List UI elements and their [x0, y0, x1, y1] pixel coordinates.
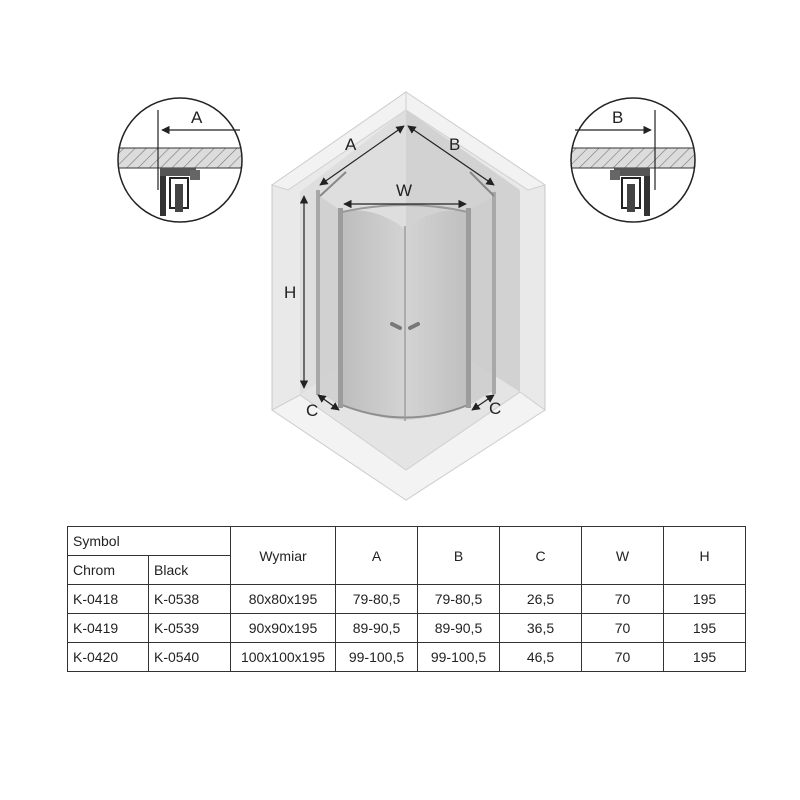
cell-w: 70	[582, 585, 664, 614]
header-c: C	[500, 527, 582, 585]
header-b: B	[418, 527, 500, 585]
cell-chrom: K-0419	[68, 614, 149, 643]
cell-c: 26,5	[500, 585, 582, 614]
header-chrom: Chrom	[68, 556, 149, 585]
cell-h: 195	[664, 643, 746, 672]
header-wymiar: Wymiar	[231, 527, 336, 585]
detail-left-label: A	[191, 108, 203, 127]
table-row	[68, 643, 746, 672]
label-a: A	[345, 135, 357, 154]
header-a: A	[336, 527, 418, 585]
cell-h: 195	[664, 614, 746, 643]
header-symbol: Symbol	[68, 527, 231, 556]
cell-black: K-0539	[149, 614, 231, 643]
label-w: W	[396, 181, 413, 200]
cell-chrom: K-0420	[68, 643, 149, 672]
cell-b: 99-100,5	[418, 643, 500, 672]
cell-black: K-0540	[149, 643, 231, 672]
cell-a: 99-100,5	[336, 643, 418, 672]
header-h: H	[664, 527, 746, 585]
cell-c: 46,5	[500, 643, 582, 672]
cell-chrom: K-0418	[68, 585, 149, 614]
cell-a: 79-80,5	[336, 585, 418, 614]
cell-a: 89-90,5	[336, 614, 418, 643]
cell-wymiar: 80x80x195	[231, 585, 336, 614]
table-row	[68, 614, 746, 643]
label-b: B	[449, 135, 461, 154]
cell-w: 70	[582, 614, 664, 643]
detail-right-label: B	[612, 108, 624, 127]
label-h: H	[284, 283, 297, 302]
label-c-right: C	[489, 399, 502, 418]
table-row	[68, 585, 746, 614]
cell-w: 70	[582, 643, 664, 672]
spec-table	[67, 526, 746, 672]
cell-h: 195	[664, 585, 746, 614]
cell-wymiar: 90x90x195	[231, 614, 336, 643]
detail-circle-left	[110, 90, 250, 230]
cell-c: 36,5	[500, 614, 582, 643]
cell-wymiar: 100x100x195	[231, 643, 336, 672]
header-w: W	[582, 527, 664, 585]
cell-b: 89-90,5	[418, 614, 500, 643]
header-black: Black	[149, 556, 231, 585]
detail-circle-right	[563, 90, 703, 230]
cell-b: 79-80,5	[418, 585, 500, 614]
cell-black: K-0538	[149, 585, 231, 614]
label-c-left: C	[306, 401, 319, 420]
